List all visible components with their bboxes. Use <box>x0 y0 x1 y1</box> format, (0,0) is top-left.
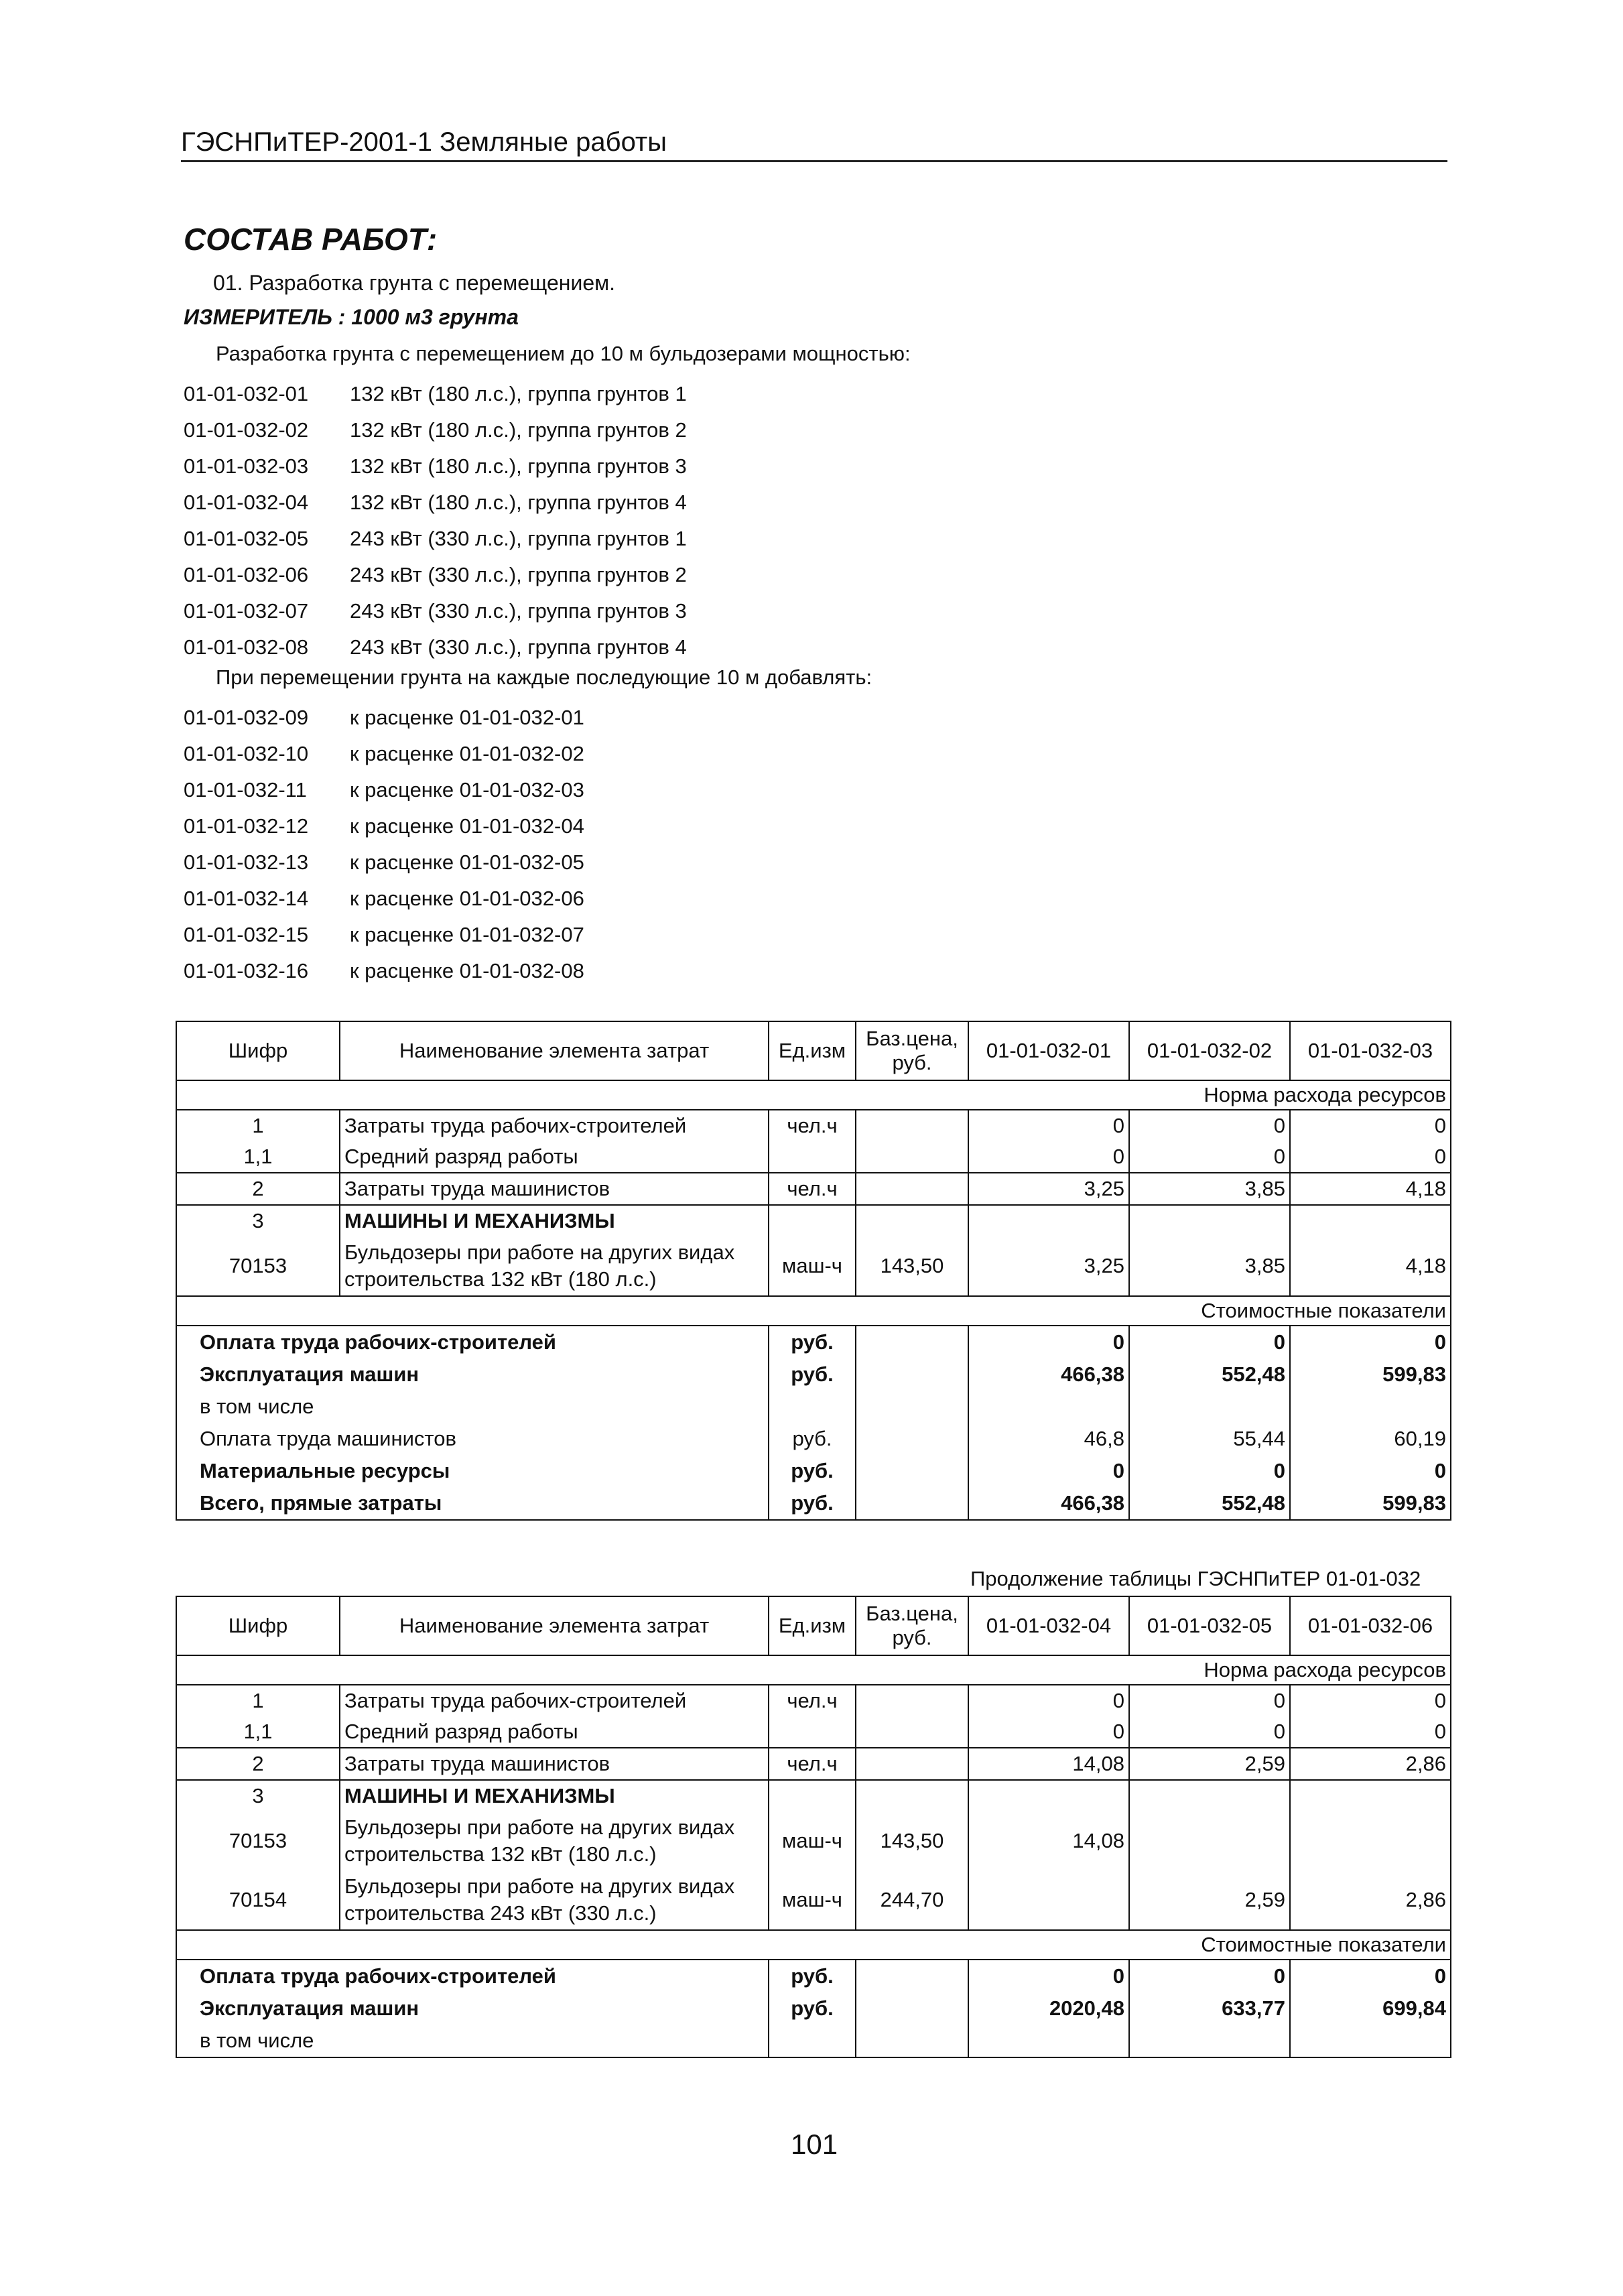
cost-price <box>856 2025 968 2057</box>
work-item: 01. Разработка грунта с перемещением. <box>213 271 615 295</box>
cost-unit: руб. <box>769 1992 856 2025</box>
code-description: 243 кВт (330 л.с.), группа грунтов 3 <box>350 599 687 623</box>
row-unit: чел.ч <box>769 1685 856 1716</box>
table-row <box>176 1780 1451 1811</box>
intro-text-2: При перемещении грунта на каждые последующие 10 м добавлять: <box>216 665 872 689</box>
code: 01-01-032-12 <box>184 814 309 838</box>
header-code-column: 01-01-032-05 <box>1129 1596 1290 1655</box>
cost-value: 0 <box>968 1455 1129 1487</box>
cost-row <box>176 2025 1451 2057</box>
row-value: 4,18 <box>1290 1173 1451 1205</box>
code-list-row <box>184 448 687 485</box>
row-name: МАШИНЫ И МЕХАНИЗМЫ <box>340 1205 769 1236</box>
code-description: 132 кВт (180 л.с.), группа грунтов 4 <box>350 491 687 514</box>
code: 01-01-032-14 <box>184 887 309 910</box>
row-name: МАШИНЫ И МЕХАНИЗМЫ <box>340 1780 769 1811</box>
row-shifr: 1,1 <box>176 1141 340 1173</box>
row-shifr: 3 <box>176 1205 340 1236</box>
code: 01-01-032-13 <box>184 850 309 874</box>
cost-name: в том числе <box>176 2025 769 2057</box>
code-description: 243 кВт (330 л.с.), группа грунтов 1 <box>350 527 687 550</box>
row-value <box>1290 1205 1451 1236</box>
code: 01-01-032-10 <box>184 742 309 765</box>
measurement-unit: ИЗМЕРИТЕЛЬ : 1000 м3 грунта <box>184 305 519 329</box>
cost-value: 0 <box>1290 1455 1451 1487</box>
header-code-column: 01-01-032-06 <box>1290 1596 1451 1655</box>
continuation-caption: Продолжение таблицы ГЭСНПиТЕР 01-01-032 <box>970 1567 1421 1590</box>
code: 01-01-032-05 <box>184 527 309 550</box>
row-name: Затраты труда машинистов <box>340 1748 769 1780</box>
cost-value: 599,83 <box>1290 1487 1451 1520</box>
cost-name: Оплата труда рабочих-строителей <box>176 1960 769 1992</box>
cost-price <box>856 1326 968 1358</box>
cost-unit: руб. <box>769 1326 856 1358</box>
row-value: 0 <box>1290 1110 1451 1141</box>
code: 01-01-032-08 <box>184 635 309 659</box>
cost-value: 2020,48 <box>968 1992 1129 2025</box>
row-unit: маш-ч <box>769 1236 856 1296</box>
table-header-row <box>176 1596 1451 1655</box>
code-description: к расценке 01-01-032-06 <box>350 887 584 910</box>
cost-value: 0 <box>1129 1455 1290 1487</box>
row-unit: чел.ч <box>769 1110 856 1141</box>
code: 01-01-032-02 <box>184 418 309 442</box>
norm-label-row <box>176 1080 1451 1110</box>
table-row <box>176 1870 1451 1930</box>
cost-value <box>1290 2025 1451 2057</box>
cost-value: 55,44 <box>1129 1423 1290 1455</box>
table-row <box>176 1748 1451 1780</box>
code: 01-01-032-07 <box>184 599 309 623</box>
cost-value: 60,19 <box>1290 1423 1451 1455</box>
row-unit: маш-ч <box>769 1811 856 1870</box>
table-header-row <box>176 1021 1451 1080</box>
cost-price <box>856 1487 968 1520</box>
row-price <box>856 1205 968 1236</box>
code-description: 132 кВт (180 л.с.), группа грунтов 2 <box>350 418 687 442</box>
table-row <box>176 1205 1451 1236</box>
section-title: СОСТАВ РАБОТ: <box>184 222 438 257</box>
intro-text-1: Разработка грунта с перемещением до 10 м бульдозерами мощностью: <box>216 342 911 365</box>
row-value: 0 <box>1290 1716 1451 1748</box>
cost-price <box>856 1455 968 1487</box>
cost-value: 0 <box>968 1326 1129 1358</box>
code: 01-01-032-06 <box>184 563 309 586</box>
cost-price <box>856 1391 968 1423</box>
cost-row <box>176 1358 1451 1391</box>
row-value: 0 <box>968 1110 1129 1141</box>
row-value: 3,25 <box>968 1236 1129 1296</box>
cost-value <box>968 1391 1129 1423</box>
row-value <box>1290 1811 1451 1870</box>
header-code-column: 01-01-032-01 <box>968 1021 1129 1080</box>
row-shifr: 1,1 <box>176 1716 340 1748</box>
code-description: к расценке 01-01-032-07 <box>350 923 584 946</box>
row-value: 0 <box>968 1716 1129 1748</box>
cost-price <box>856 1423 968 1455</box>
cost-name: Эксплуатация машин <box>176 1992 769 2025</box>
cost-value: 0 <box>968 1960 1129 1992</box>
cost-row <box>176 1455 1451 1487</box>
row-shifr: 2 <box>176 1173 340 1205</box>
code: 01-01-032-01 <box>184 382 309 405</box>
code-list-row <box>184 700 584 736</box>
norm-label: Норма расхода ресурсов <box>176 1080 1451 1110</box>
code-list-row <box>184 485 687 521</box>
header-shifr: Шифр <box>176 1596 340 1655</box>
row-unit <box>769 1780 856 1811</box>
code-list-row <box>184 376 687 412</box>
row-shifr: 70153 <box>176 1811 340 1870</box>
code-description: к расценке 01-01-032-03 <box>350 778 584 802</box>
row-price <box>856 1141 968 1173</box>
cost-value: 0 <box>1290 1960 1451 1992</box>
row-name: Бульдозеры при работе на других видах строительства 132 кВт (180 л.с.) <box>340 1236 769 1296</box>
row-shifr: 1 <box>176 1110 340 1141</box>
code: 01-01-032-09 <box>184 706 309 729</box>
norm-table-2 <box>176 1596 1451 2058</box>
code-description: к расценке 01-01-032-01 <box>350 706 584 729</box>
cost-unit <box>769 1391 856 1423</box>
cost-price <box>856 1960 968 1992</box>
code-list-row <box>184 736 584 772</box>
page-number: 101 <box>791 2128 838 2160</box>
row-name: Затраты труда рабочих-строителей <box>340 1110 769 1141</box>
row-unit <box>769 1205 856 1236</box>
cost-unit: руб. <box>769 1358 856 1391</box>
cost-name: Всего, прямые затраты <box>176 1487 769 1520</box>
cost-label: Стоимостные показатели <box>176 1296 1451 1326</box>
row-shifr: 1 <box>176 1685 340 1716</box>
cost-value <box>968 2025 1129 2057</box>
table-row <box>176 1173 1451 1205</box>
row-price <box>856 1173 968 1205</box>
header-unit: Ед.изм <box>769 1596 856 1655</box>
cost-name: Материальные ресурсы <box>176 1455 769 1487</box>
row-unit: чел.ч <box>769 1173 856 1205</box>
cost-unit: руб. <box>769 1423 856 1455</box>
row-value <box>1129 1780 1290 1811</box>
row-value: 3,85 <box>1129 1236 1290 1296</box>
row-value: 0 <box>1129 1716 1290 1748</box>
cost-label: Стоимостные показатели <box>176 1930 1451 1960</box>
code-description: 243 кВт (330 л.с.), группа грунтов 2 <box>350 563 687 586</box>
row-value: 0 <box>968 1685 1129 1716</box>
norm-label-row <box>176 1655 1451 1685</box>
cost-row <box>176 1960 1451 1992</box>
code-list-row <box>184 881 584 917</box>
row-value: 0 <box>968 1141 1129 1173</box>
cost-value: 0 <box>1129 1960 1290 1992</box>
table-row <box>176 1141 1451 1173</box>
row-value: 2,59 <box>1129 1748 1290 1780</box>
row-value <box>968 1205 1129 1236</box>
cost-unit: руб. <box>769 1455 856 1487</box>
cost-name: в том числе <box>176 1391 769 1423</box>
row-price <box>856 1780 968 1811</box>
table-row <box>176 1716 1451 1748</box>
cost-value: 0 <box>1290 1326 1451 1358</box>
cost-value: 633,77 <box>1129 1992 1290 2025</box>
row-price <box>856 1716 968 1748</box>
cost-name: Эксплуатация машин <box>176 1358 769 1391</box>
cost-value <box>1129 2025 1290 2057</box>
row-name: Затраты труда рабочих-строителей <box>340 1685 769 1716</box>
code-description: 132 кВт (180 л.с.), группа грунтов 3 <box>350 454 687 478</box>
cost-value: 466,38 <box>968 1487 1129 1520</box>
row-value: 3,25 <box>968 1173 1129 1205</box>
running-header: ГЭСНПиТЕР-2001-1 Земляные работы <box>181 127 1447 162</box>
cost-name: Оплата труда машинистов <box>176 1423 769 1455</box>
header-code-column: 01-01-032-02 <box>1129 1021 1290 1080</box>
row-unit <box>769 1716 856 1748</box>
code: 01-01-032-11 <box>184 778 307 802</box>
row-shifr: 3 <box>176 1780 340 1811</box>
code-list-row <box>184 593 687 629</box>
row-name: Бульдозеры при работе на других видах строительства 243 кВт (330 л.с.) <box>340 1870 769 1930</box>
cost-value: 552,48 <box>1129 1487 1290 1520</box>
cost-label-row <box>176 1930 1451 1960</box>
cost-value <box>1290 1391 1451 1423</box>
cost-value: 599,83 <box>1290 1358 1451 1391</box>
norm-label: Норма расхода ресурсов <box>176 1655 1451 1685</box>
row-shifr: 70153 <box>176 1236 340 1296</box>
row-shifr: 2 <box>176 1748 340 1780</box>
cost-label-row <box>176 1296 1451 1326</box>
cost-value: 466,38 <box>968 1358 1129 1391</box>
header-code-column: 01-01-032-03 <box>1290 1021 1451 1080</box>
row-name: Средний разряд работы <box>340 1716 769 1748</box>
code: 01-01-032-15 <box>184 923 309 946</box>
row-name: Бульдозеры при работе на других видах строительства 132 кВт (180 л.с.) <box>340 1811 769 1870</box>
header-shifr: Шифр <box>176 1021 340 1080</box>
cost-row <box>176 1487 1451 1520</box>
table-row <box>176 1811 1451 1870</box>
code-list-row <box>184 844 584 881</box>
header-code-column: 01-01-032-04 <box>968 1596 1129 1655</box>
cost-value: 0 <box>1129 1326 1290 1358</box>
code-list-row <box>184 557 687 593</box>
code-description: 243 кВт (330 л.с.), группа грунтов 4 <box>350 635 687 659</box>
code: 01-01-032-16 <box>184 959 309 982</box>
row-value: 3,85 <box>1129 1173 1290 1205</box>
row-price <box>856 1110 968 1141</box>
code-description: 132 кВт (180 л.с.), группа грунтов 1 <box>350 382 687 405</box>
row-price <box>856 1685 968 1716</box>
row-price: 143,50 <box>856 1811 968 1870</box>
row-value: 2,59 <box>1129 1870 1290 1930</box>
row-value: 0 <box>1290 1141 1451 1173</box>
cost-row <box>176 1992 1451 2025</box>
row-value: 0 <box>1129 1110 1290 1141</box>
row-value <box>1129 1811 1290 1870</box>
code-list-row <box>184 953 584 989</box>
cost-row <box>176 1423 1451 1455</box>
code-description: к расценке 01-01-032-08 <box>350 959 584 982</box>
cost-value: 46,8 <box>968 1423 1129 1455</box>
header-name: Наименование элемента затрат <box>340 1021 769 1080</box>
code-list-row <box>184 917 584 953</box>
cost-row <box>176 1326 1451 1358</box>
cost-unit <box>769 2025 856 2057</box>
code-list-2 <box>184 700 584 989</box>
code-list-row <box>184 521 687 557</box>
cost-name: Оплата труда рабочих-строителей <box>176 1326 769 1358</box>
cost-value: 699,84 <box>1290 1992 1451 2025</box>
row-value: 0 <box>1290 1685 1451 1716</box>
table-row <box>176 1685 1451 1716</box>
row-price <box>856 1748 968 1780</box>
row-value: 0 <box>1129 1685 1290 1716</box>
row-name: Средний разряд работы <box>340 1141 769 1173</box>
row-price: 143,50 <box>856 1236 968 1296</box>
table-row <box>176 1236 1451 1296</box>
code-list-row <box>184 629 687 665</box>
code-list-1 <box>184 376 687 665</box>
cost-value: 552,48 <box>1129 1358 1290 1391</box>
row-value: 4,18 <box>1290 1236 1451 1296</box>
row-value <box>968 1870 1129 1930</box>
header-price: Баз.цена, руб. <box>856 1021 968 1080</box>
row-value <box>968 1780 1129 1811</box>
cost-row <box>176 1391 1451 1423</box>
row-value: 14,08 <box>968 1811 1129 1870</box>
cost-price <box>856 1358 968 1391</box>
row-value: 2,86 <box>1290 1870 1451 1930</box>
cost-price <box>856 1992 968 2025</box>
code-description: к расценке 01-01-032-05 <box>350 850 584 874</box>
code-list-row <box>184 772 584 808</box>
header-name: Наименование элемента затрат <box>340 1596 769 1655</box>
row-value: 0 <box>1129 1141 1290 1173</box>
row-price: 244,70 <box>856 1870 968 1930</box>
cost-value <box>1129 1391 1290 1423</box>
row-unit: маш-ч <box>769 1870 856 1930</box>
header-price: Баз.цена, руб. <box>856 1596 968 1655</box>
code: 01-01-032-04 <box>184 491 309 514</box>
code-list-row <box>184 808 584 844</box>
code: 01-01-032-03 <box>184 454 309 478</box>
row-shifr: 70154 <box>176 1870 340 1930</box>
row-value: 14,08 <box>968 1748 1129 1780</box>
code-description: к расценке 01-01-032-02 <box>350 742 584 765</box>
code-description: к расценке 01-01-032-04 <box>350 814 584 838</box>
cost-unit: руб. <box>769 1960 856 1992</box>
table-row <box>176 1110 1451 1141</box>
header-unit: Ед.изм <box>769 1021 856 1080</box>
row-value <box>1290 1780 1451 1811</box>
norm-table-1 <box>176 1021 1451 1521</box>
row-unit <box>769 1141 856 1173</box>
row-unit: чел.ч <box>769 1748 856 1780</box>
code-list-row <box>184 412 687 448</box>
row-value: 2,86 <box>1290 1748 1451 1780</box>
cost-unit: руб. <box>769 1487 856 1520</box>
row-value <box>1129 1205 1290 1236</box>
row-name: Затраты труда машинистов <box>340 1173 769 1205</box>
